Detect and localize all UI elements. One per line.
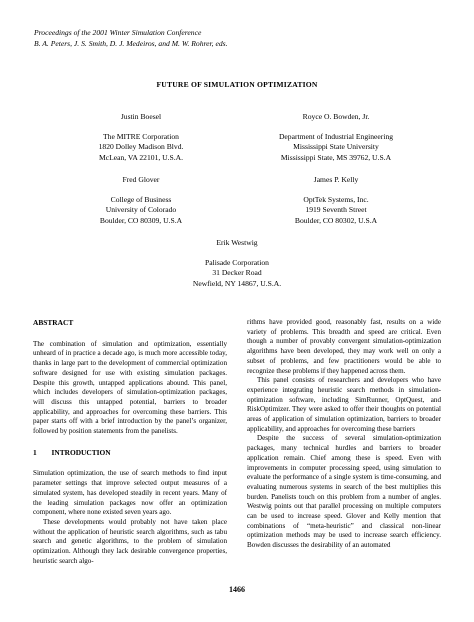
author-block [41,112,241,163]
left-column [33,318,227,566]
author-address: Boulder, CO 80309, U.S.A [99,215,183,225]
abstract-text: The combination of simulation and optimization, essentially unheard of in practice a decade ago, is much more accessible today, thanks in large part to the development of commercial optimization software designed for use with existing simulation packages. Despite this growth, untapped applications abound. This panel, which includes developers of simulation-optimization packages, will discuss this untapped potential, barriers to broader applicability, and approaches for overcoming these barriers. This paper starts off with a brief introduction by the panel’s organizer, followed by position statements from the panelists. [33,339,227,436]
author-affiliation: The MITRE Corporation [103,132,179,142]
author-affiliation: College of Business [110,195,172,205]
proceedings-line: Proceedings of the 2001 Winter Simulation Conference [34,28,202,37]
paragraph: These developments would probably not have taken place without the application of heuristic search algorithms, such as tabu search and genetic algorithms, to the problem of simulation optimization. Although they lack desirable convergence properties, heuristic search algo- [33,517,227,565]
paragraph: rithms have provided good, reasonably fast, results on a wide variety of problems. This breadth and speed are critical. Even though a number of provably convergent simulation-optimization algorithms have been developed, they may work well on only a subset of problems, and few practitioners would be able to recognize these problems if they happened across them. [247,318,441,375]
paragraph: Simulation optimization, the use of search methods to find input parameter settings that improve selected output measures of a simulated system, has developed steadily in recent years. Many of the leading simulation packages now offer an optimization component, where none existed seven years ago. [33,469,227,517]
author-address: Boulder, CO 80302, U.S.A [294,215,378,225]
author-affiliation: Department of Industrial Engineering [278,132,394,142]
author-address: Mississippi State, MS 39762, U.S.A [280,152,392,162]
author-address: University of Colorado [105,205,177,215]
author-address: Mississippi State University [293,142,379,152]
paper-title: FUTURE OF SIMULATION OPTIMIZATION [156,80,318,89]
abstract-heading: ABSTRACT [33,318,74,327]
author-affiliation: OptTek Systems, Inc. [303,195,369,205]
author-name: Royce O. Bowden, Jr. [302,112,370,121]
author-block [137,238,337,289]
proceedings-header [34,27,227,49]
editors-line: B. A. Peters, J. S. Smith, D. J. Medeiros, and M. W. Rohrer, eds. [34,39,228,48]
author-name: James P. Kelly [313,175,359,184]
introduction-heading: 1 INTRODUCTION [33,447,111,457]
author-address: Newfield, NY 14867, U.S.A. [192,278,282,288]
paragraph: Despite the success of several simulation-optimization packages, many technical hurdles and barriers to broader application remain. Chief among these is speed. Even with improvements in computer processing speed, using simulation to evaluate the performance of a single system is time-consuming, and evaluating numerous systems in search of the best multiplies this burden. Panelists touch on this problem from a number of angles. Westwig points out that parallel processing on multiple computers can be used to increase speed. Glover and Kelly mention that combinations of “meta-heuristic” and classical non-linear optimization methods may be used to increase search efficiency. Bowden discusses the desirability of an automated [247,434,441,550]
author-affiliation: Palisade Corporation [205,258,269,268]
author-block [236,175,436,226]
author-address: 1919 Seventh Street [305,205,367,215]
author-name: Justin Boesel [120,112,162,121]
author-address: McLean, VA 22101, U.S.A. [98,152,184,162]
author-name: Erik Westwig [216,238,258,247]
author-block [41,175,241,226]
author-block [236,112,436,163]
right-column [247,318,441,551]
page-number: 1466 [229,585,245,594]
paragraph: This panel consists of researchers and developers who have experience integrating heuristic search methods in simulation-optimization software, including SimRunner, OptQuest, and RiskOptimizer. They were asked to offer their thoughts on potential areas of application of simulation optimization, barriers to broader applicability, and approaches for overcoming these barriers [247,376,441,433]
author-name: Fred Glover [122,175,160,184]
author-address: 31 Decker Road [212,268,262,278]
author-address: 1820 Dolley Madison Blvd. [98,142,184,152]
